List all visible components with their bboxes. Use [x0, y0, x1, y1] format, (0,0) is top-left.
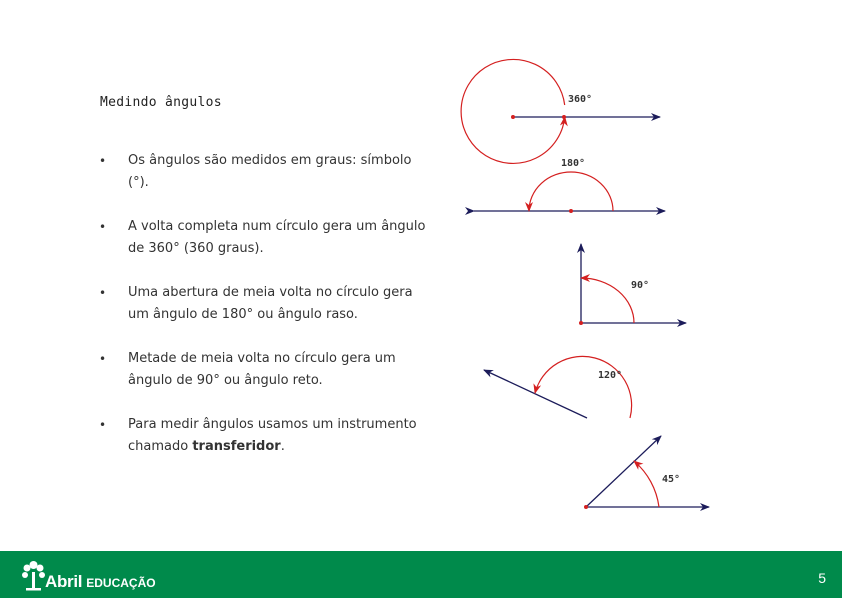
footer-bar — [0, 551, 842, 598]
angle-90-vertex — [579, 321, 583, 325]
page-number: 5 — [818, 570, 826, 586]
bullet-text: A volta completa num círculo gera um ângulo de 360° (360 graus). — [128, 219, 426, 256]
angle-360-point — [562, 115, 566, 119]
page-title: Medindo ângulos — [100, 95, 222, 110]
brand-name — [45, 572, 156, 592]
angle-45-label: 45° — [662, 474, 681, 485]
angle-360-vertex — [511, 115, 515, 119]
angle-180-figure — [474, 158, 665, 213]
angle-45-figure — [584, 436, 709, 509]
angle-180-arc — [529, 172, 613, 211]
bullet-text: Os ângulos são medidos em graus: símbolo (°). — [128, 153, 412, 190]
angle-90-arc — [581, 278, 634, 323]
angle-120-label: 120° — [598, 370, 623, 381]
bullet-dot: • — [99, 220, 107, 234]
bullet-text: Uma abertura de meia volta no círculo gera um ângulo de 180° ou ângulo raso. — [128, 285, 413, 322]
angle-120-figure — [484, 356, 632, 418]
angle-45-arc — [634, 461, 659, 507]
bullet-dot: • — [99, 154, 107, 168]
angle-180-label: 180° — [561, 158, 586, 169]
bullet-text: Para medir ângulos usamos um instrumento chamado — [128, 417, 417, 454]
brand-sub: EDUCAÇÃO — [86, 576, 156, 590]
bullet-dot: • — [99, 352, 107, 366]
bullet-dot: • — [99, 286, 107, 300]
brand-main: Abril — [45, 572, 83, 591]
angle-180-vertex — [569, 209, 573, 213]
bullet-dot: • — [99, 418, 107, 432]
angle-360-label: 360° — [568, 94, 593, 105]
bullet-text: Metade de meia volta no círculo gera um ângulo de 90° ou ângulo reto. — [128, 351, 396, 388]
angle-90-figure — [579, 244, 686, 325]
angle-120-ray — [484, 370, 587, 418]
bullet-text-end: . — [280, 439, 285, 454]
angle-360-arc — [461, 59, 565, 163]
angle-45-vertex — [584, 505, 588, 509]
angle-45-diagonal-ray — [586, 436, 661, 507]
angle-90-label: 90° — [631, 280, 650, 291]
angle-120-arc — [535, 356, 632, 418]
angle-360-figure — [461, 59, 660, 163]
bullet-bold-term: transferidor — [192, 439, 281, 454]
